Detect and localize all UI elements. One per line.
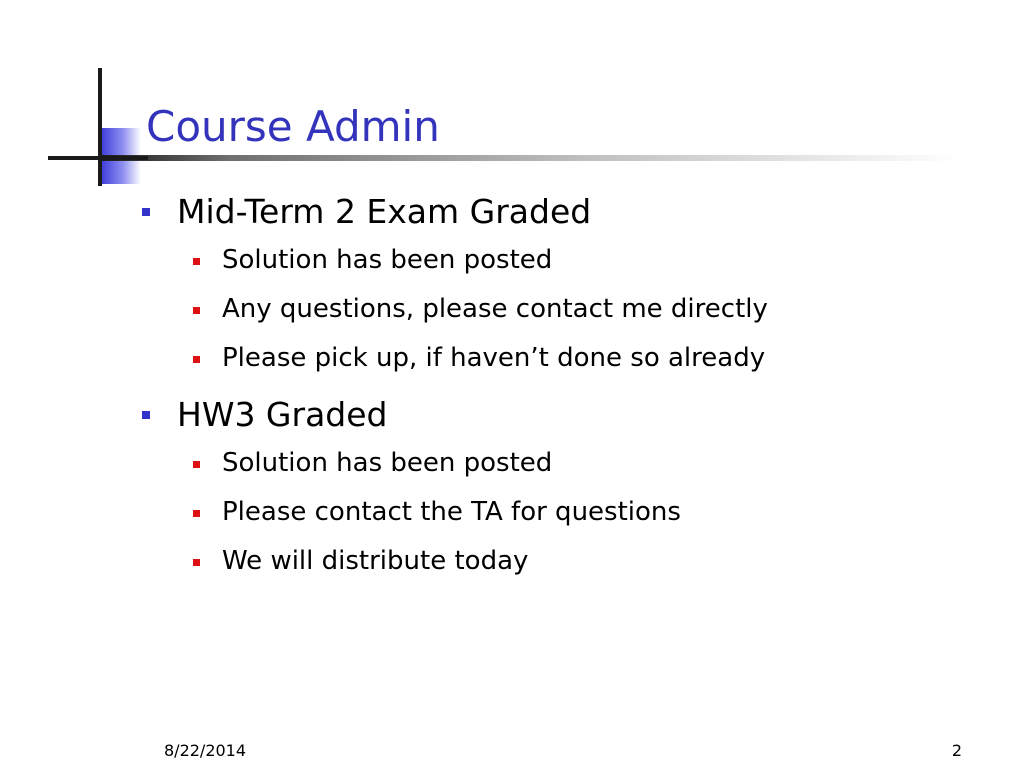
footer-date: 8/22/2014	[164, 741, 247, 760]
bullet-item	[140, 391, 980, 439]
bullet-text: Mid-Term 2 Exam Graded	[177, 192, 592, 231]
sub-bullet-text: Solution has been posted	[222, 448, 553, 478]
sub-bullet-item	[190, 334, 980, 383]
sub-bullet-item	[190, 488, 980, 537]
blue-square-bullet-icon	[142, 208, 150, 216]
sub-bullet-text: Any questions, please contact me directly	[222, 294, 768, 324]
title-horizontal-line	[48, 156, 148, 160]
footer-page-number: 2	[951, 741, 962, 760]
sub-bullet-item	[190, 285, 980, 334]
blue-square-bullet-icon	[142, 411, 150, 419]
slide-body	[140, 188, 980, 586]
sub-bullet-text: Please contact the TA for questions	[222, 497, 681, 527]
sub-bullet-item	[190, 439, 980, 488]
red-square-bullet-icon	[193, 258, 200, 265]
red-square-bullet-icon	[193, 559, 200, 566]
sub-bullet-text: We will distribute today	[222, 546, 529, 576]
bullet-text: HW3 Graded	[177, 395, 388, 434]
sub-bullet-item	[190, 537, 980, 586]
bullet-item	[140, 188, 980, 236]
red-square-bullet-icon	[193, 510, 200, 517]
red-square-bullet-icon	[193, 356, 200, 363]
sub-bullet-text: Please pick up, if haven’t done so already	[222, 343, 766, 373]
red-square-bullet-icon	[193, 307, 200, 314]
sub-bullet-item	[190, 236, 980, 285]
title-vertical-line	[98, 68, 102, 186]
spacer	[140, 383, 980, 391]
slide-title: Course Admin	[146, 102, 440, 151]
sub-bullet-text: Solution has been posted	[222, 245, 553, 275]
red-square-bullet-icon	[193, 461, 200, 468]
